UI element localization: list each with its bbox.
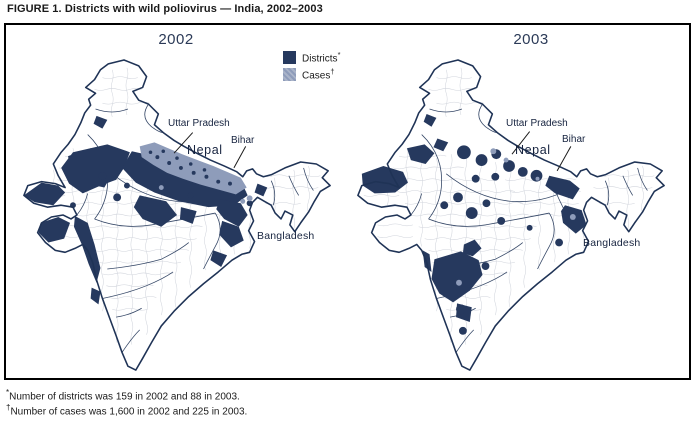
footnote-cases	[6, 403, 247, 418]
legend-marker: *	[337, 49, 341, 59]
footnote-marker: *	[6, 388, 10, 397]
legend-label-text: Districts	[302, 53, 338, 65]
label-nepal-2002: Nepal	[187, 143, 223, 157]
legend-marker: †	[330, 66, 335, 76]
footnote-text: Number of cases was 1,600 in 2002 and 225 in 2003.	[10, 406, 248, 418]
footnotes	[6, 388, 247, 418]
label-bangladesh-2003: Bangladesh	[583, 237, 641, 249]
label-bangladesh-2002: Bangladesh	[257, 230, 315, 242]
figure-box	[4, 23, 691, 380]
panel-year-2003: 2003	[513, 31, 549, 48]
india-map-2003	[348, 58, 674, 375]
panel-year-2002: 2002	[158, 31, 194, 48]
footnote-text: Number of districts was 159 in 2002 and 88 in 2003.	[9, 391, 240, 403]
legend-label-text: Cases	[302, 70, 331, 82]
footnote-marker: †	[6, 402, 11, 412]
label-nepal-2003: Nepal	[515, 143, 551, 157]
label-uttar-pradesh-2003: Uttar Pradesh	[506, 118, 568, 129]
label-uttar-pradesh-2002: Uttar Pradesh	[168, 118, 230, 129]
india-map-2002	[14, 58, 340, 375]
india-fill	[358, 60, 664, 370]
label-bihar-2003: Bihar	[562, 134, 586, 145]
footnote-districts	[6, 388, 247, 403]
figure-title: FIGURE 1. Districts with wild poliovirus — India, 2002–2003	[7, 3, 323, 15]
india-fill	[24, 60, 330, 370]
label-bihar-2002: Bihar	[231, 135, 255, 146]
